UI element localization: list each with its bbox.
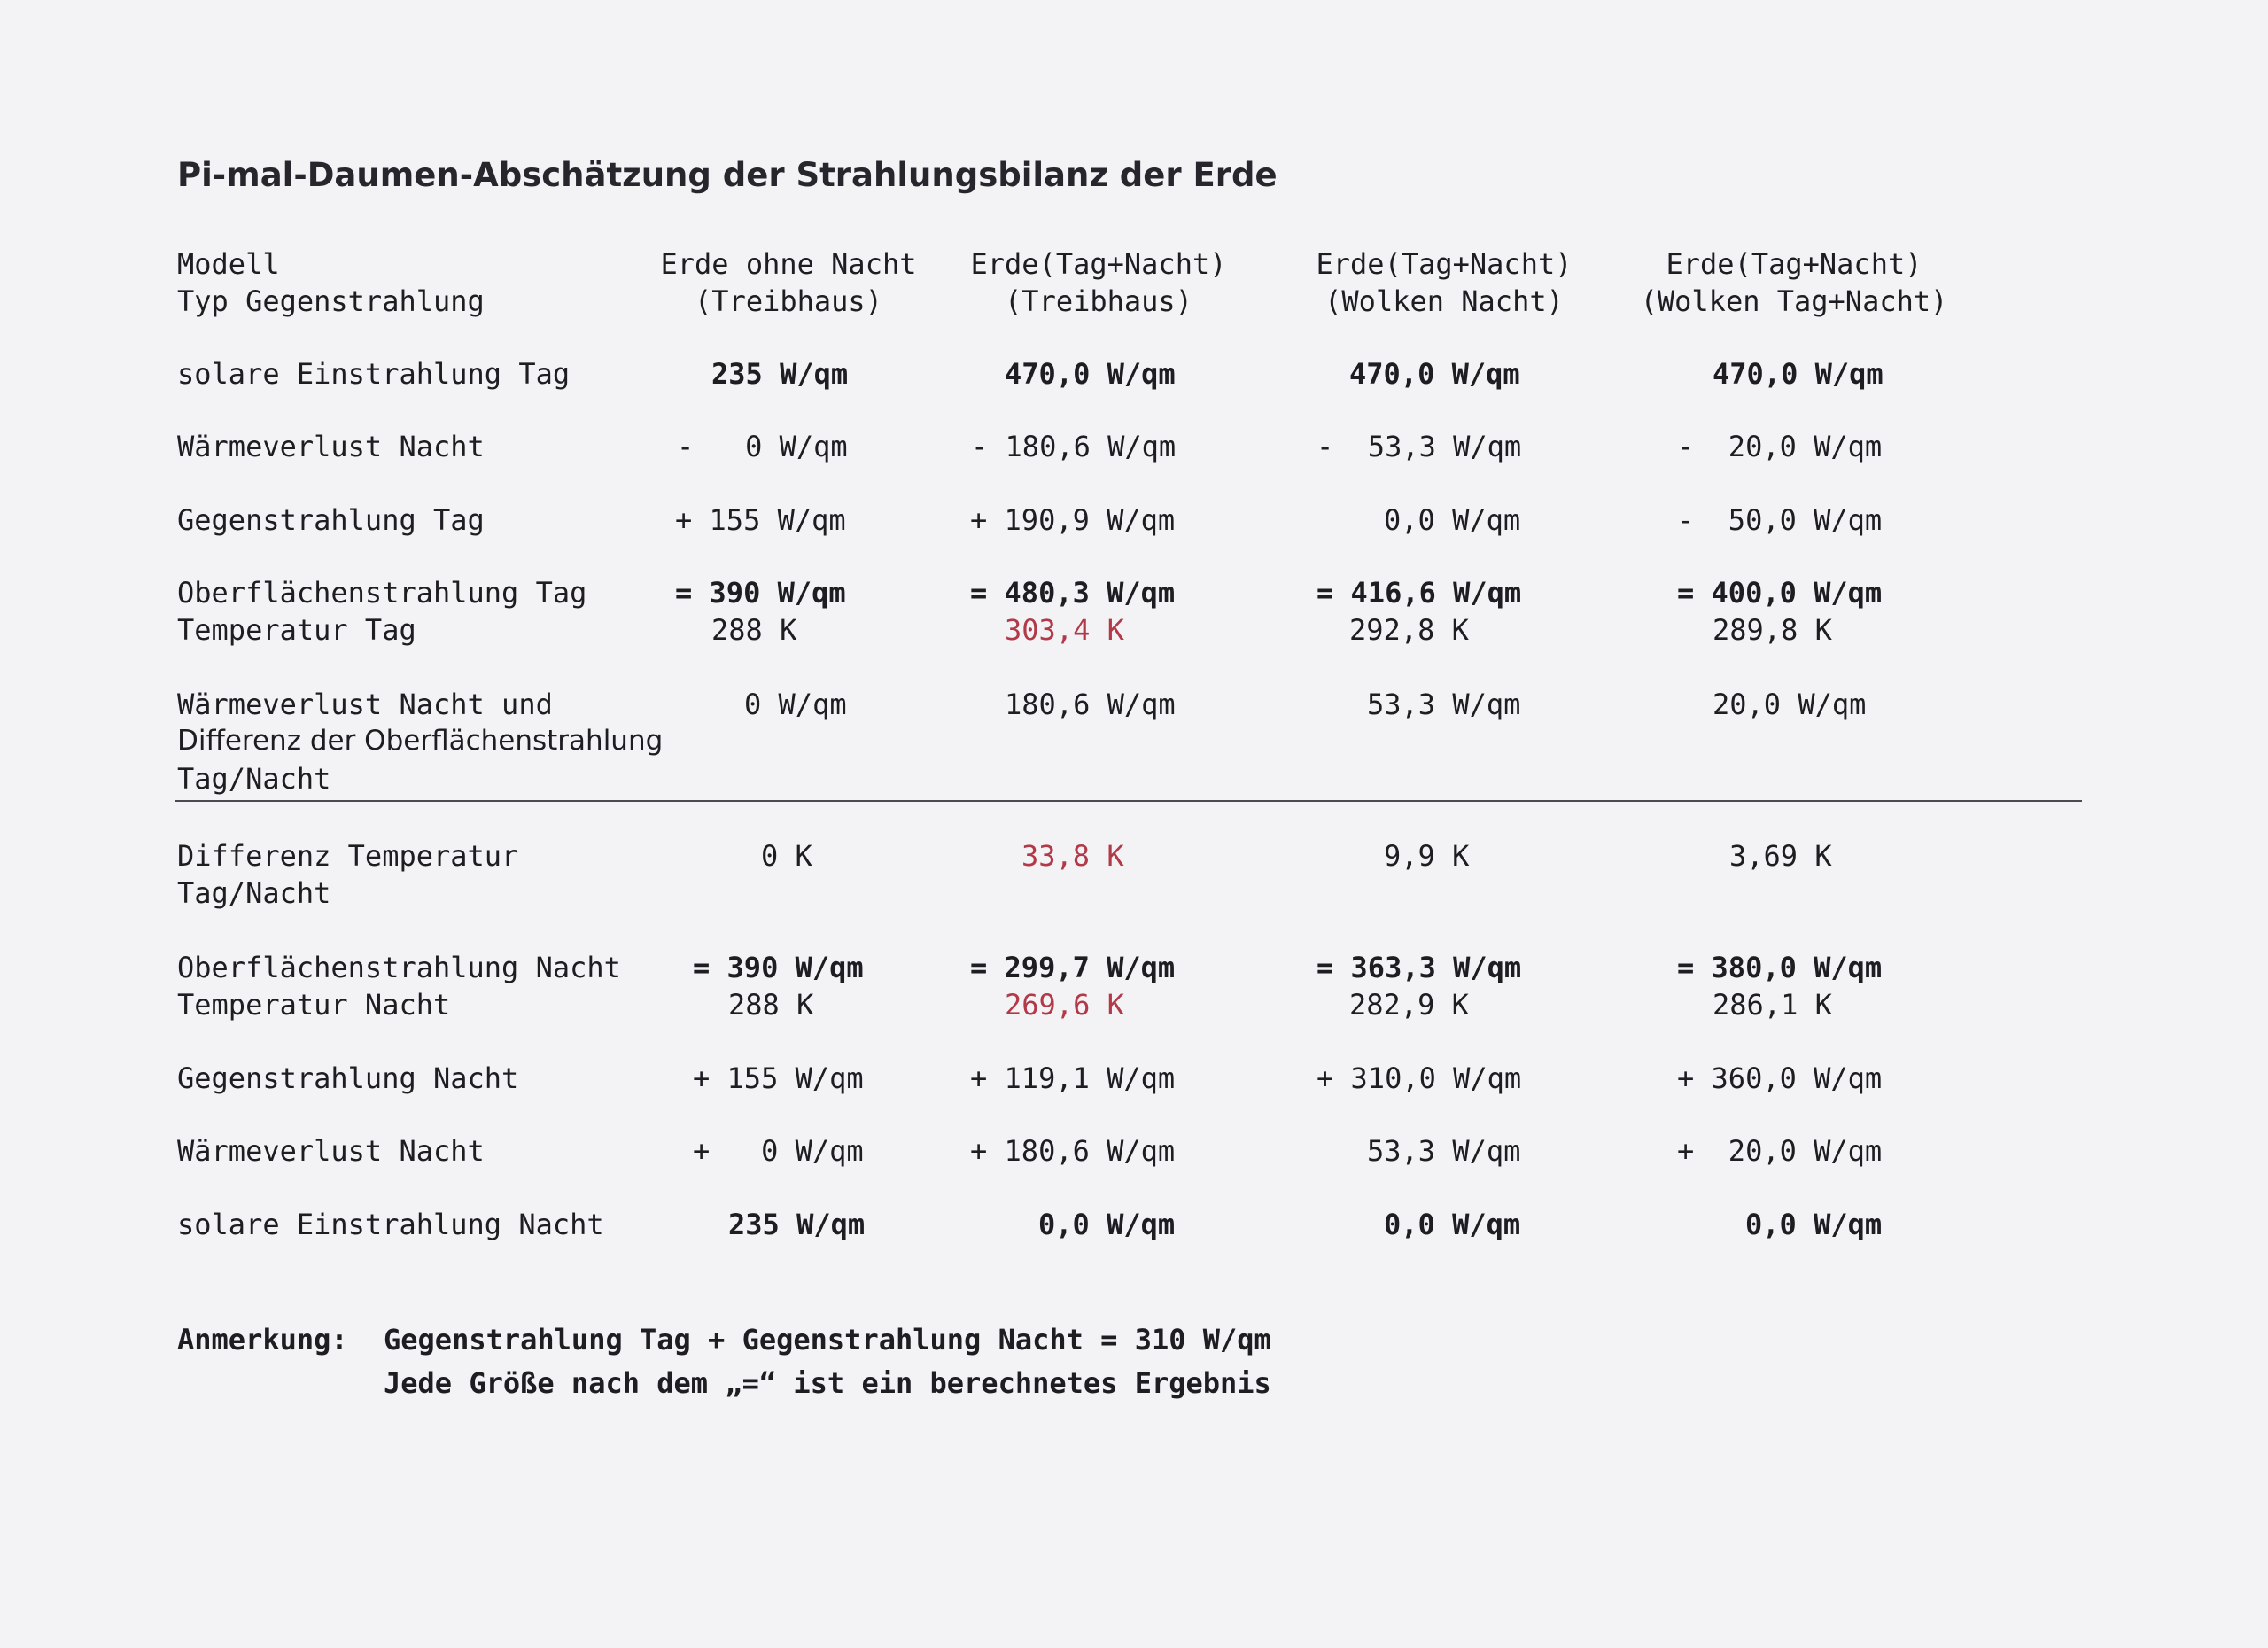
row-label-loss-diff-2: Differenz der Oberflächenstrahlung [177,725,664,757]
column-header-2-line1: Erde(Tag+Nacht) [970,247,1227,281]
cell-temp-diff-4: 3,69 K [1729,839,1832,873]
row-label-loss-night-2: Wärmeverlust Nacht [177,1134,485,1168]
cell-back-day-4: - 50,0 W/qm [1677,503,1883,537]
row-label-temp-diff-2: Tag/Nacht [177,876,331,910]
row-label-temp-day: Temperatur Tag [177,613,416,647]
cell-back-day-2: + 190,9 W/qm [970,503,1176,537]
cell-loss-diff-4: 20,0 W/qm [1713,688,1867,721]
divider-line [175,800,2082,802]
cell-back-day-1: + 155 W/qm [675,503,846,537]
cell-back-night-2: + 119,1 W/qm [970,1061,1176,1095]
cell-temp-diff-1: 0 K [761,839,812,873]
row-label-surface-day: Oberflächenstrahlung Tag [177,576,587,610]
cell-solar-night-3: 0,0 W/qm [1384,1208,1521,1241]
cell-temp-diff-3: 9,9 K [1384,839,1470,873]
cell-temp-diff-2: 33,8 K [1021,839,1124,873]
cell-solar-day-3: 470,0 W/qm [1349,357,1520,391]
cell-temp-night-1: 288 K [728,988,814,1022]
cell-solar-night-2: 0,0 W/qm [1038,1208,1176,1241]
column-header-4-line2: (Wolken Tag+Nacht) [1640,284,1948,318]
cell-temp-day-3: 292,8 K [1349,613,1469,647]
cell-temp-day-4: 289,8 K [1713,613,1832,647]
cell-surface-day-3: = 416,6 W/qm [1317,576,1522,610]
cell-surface-day-1: = 390 W/qm [675,576,846,610]
note-label: Anmerkung: [177,1323,348,1356]
cell-solar-night-1: 235 W/qm [728,1208,866,1241]
row-label-temp-diff-1: Differenz Temperatur [177,839,519,873]
cell-temp-day-1: 288 K [711,613,797,647]
cell-surface-night-4: = 380,0 W/qm [1677,951,1883,984]
cell-temp-day-2: 303,4 K [1005,613,1124,647]
cell-loss-night-3: - 53,3 W/qm [1317,430,1522,463]
header-model-label: Modell [177,247,280,281]
row-label-solar-night: solare Einstrahlung Nacht [177,1208,604,1241]
row-label-back-day: Gegenstrahlung Tag [177,503,485,537]
cell-solar-day-2: 470,0 W/qm [1005,357,1176,391]
cell-solar-day-1: 235 W/qm [711,357,849,391]
cell-solar-day-4: 470,0 W/qm [1713,357,1884,391]
cell-loss-night-4: - 20,0 W/qm [1677,430,1883,463]
cell-temp-night-4: 286,1 K [1713,988,1832,1022]
cell-back-night-4: + 360,0 W/qm [1677,1061,1883,1095]
column-header-3-line2: (Wolken Nacht) [1324,284,1564,318]
cell-loss-night2-2: + 180,6 W/qm [970,1134,1176,1168]
note-line-2: Jede Größe nach dem „=“ ist ein berechnetes Ergebnis [384,1366,1271,1400]
cell-back-night-3: + 310,0 W/qm [1317,1061,1522,1095]
cell-loss-night-1: - 0 W/qm [677,430,848,463]
row-label-temp-night: Temperatur Nacht [177,988,451,1022]
cell-temp-night-2: 269,6 K [1005,988,1124,1022]
note-line-1: Gegenstrahlung Tag + Gegenstrahlung Nacht = 310 W/qm [384,1323,1271,1356]
cell-back-night-1: + 155 W/qm [693,1061,864,1095]
row-label-loss-night: Wärmeverlust Nacht [177,430,485,463]
cell-back-day-3: 0,0 W/qm [1384,503,1521,537]
column-header-2-line2: (Treibhaus) [1005,284,1192,318]
cell-loss-diff-1: 0 W/qm [744,688,847,721]
header-type-label: Typ Gegenstrahlung [177,284,485,318]
column-header-1-line2: (Treibhaus) [695,284,882,318]
cell-loss-night2-1: + 0 W/qm [693,1134,864,1168]
cell-loss-night2-4: + 20,0 W/qm [1677,1134,1883,1168]
cell-surface-day-4: = 400,0 W/qm [1677,576,1883,610]
cell-loss-diff-3: 53,3 W/qm [1367,688,1521,721]
cell-loss-night-2: - 180,6 W/qm [971,430,1177,463]
cell-surface-night-2: = 299,7 W/qm [970,951,1176,984]
column-header-1-line1: Erde ohne Nacht [660,247,917,281]
cell-solar-night-4: 0,0 W/qm [1745,1208,1883,1241]
row-label-loss-diff-1: Wärmeverlust Nacht und [177,688,553,721]
row-label-solar-day: solare Einstrahlung Tag [177,357,571,391]
document-title: Pi-mal-Daumen-Abschätzung der Strahlungsbilanz der Erde [177,156,1278,194]
row-label-back-night: Gegenstrahlung Nacht [177,1061,519,1095]
column-header-3-line1: Erde(Tag+Nacht) [1316,247,1573,281]
cell-surface-night-1: = 390 W/qm [693,951,864,984]
cell-surface-night-3: = 363,3 W/qm [1317,951,1522,984]
cell-loss-diff-2: 180,6 W/qm [1005,688,1176,721]
row-label-surface-night: Oberflächenstrahlung Nacht [177,951,621,984]
cell-loss-night2-3: 53,3 W/qm [1367,1134,1521,1168]
column-header-4-line1: Erde(Tag+Nacht) [1666,247,1922,281]
cell-surface-day-2: = 480,3 W/qm [970,576,1176,610]
cell-temp-night-3: 282,9 K [1349,988,1469,1022]
row-label-loss-diff-3: Tag/Nacht [177,762,331,796]
